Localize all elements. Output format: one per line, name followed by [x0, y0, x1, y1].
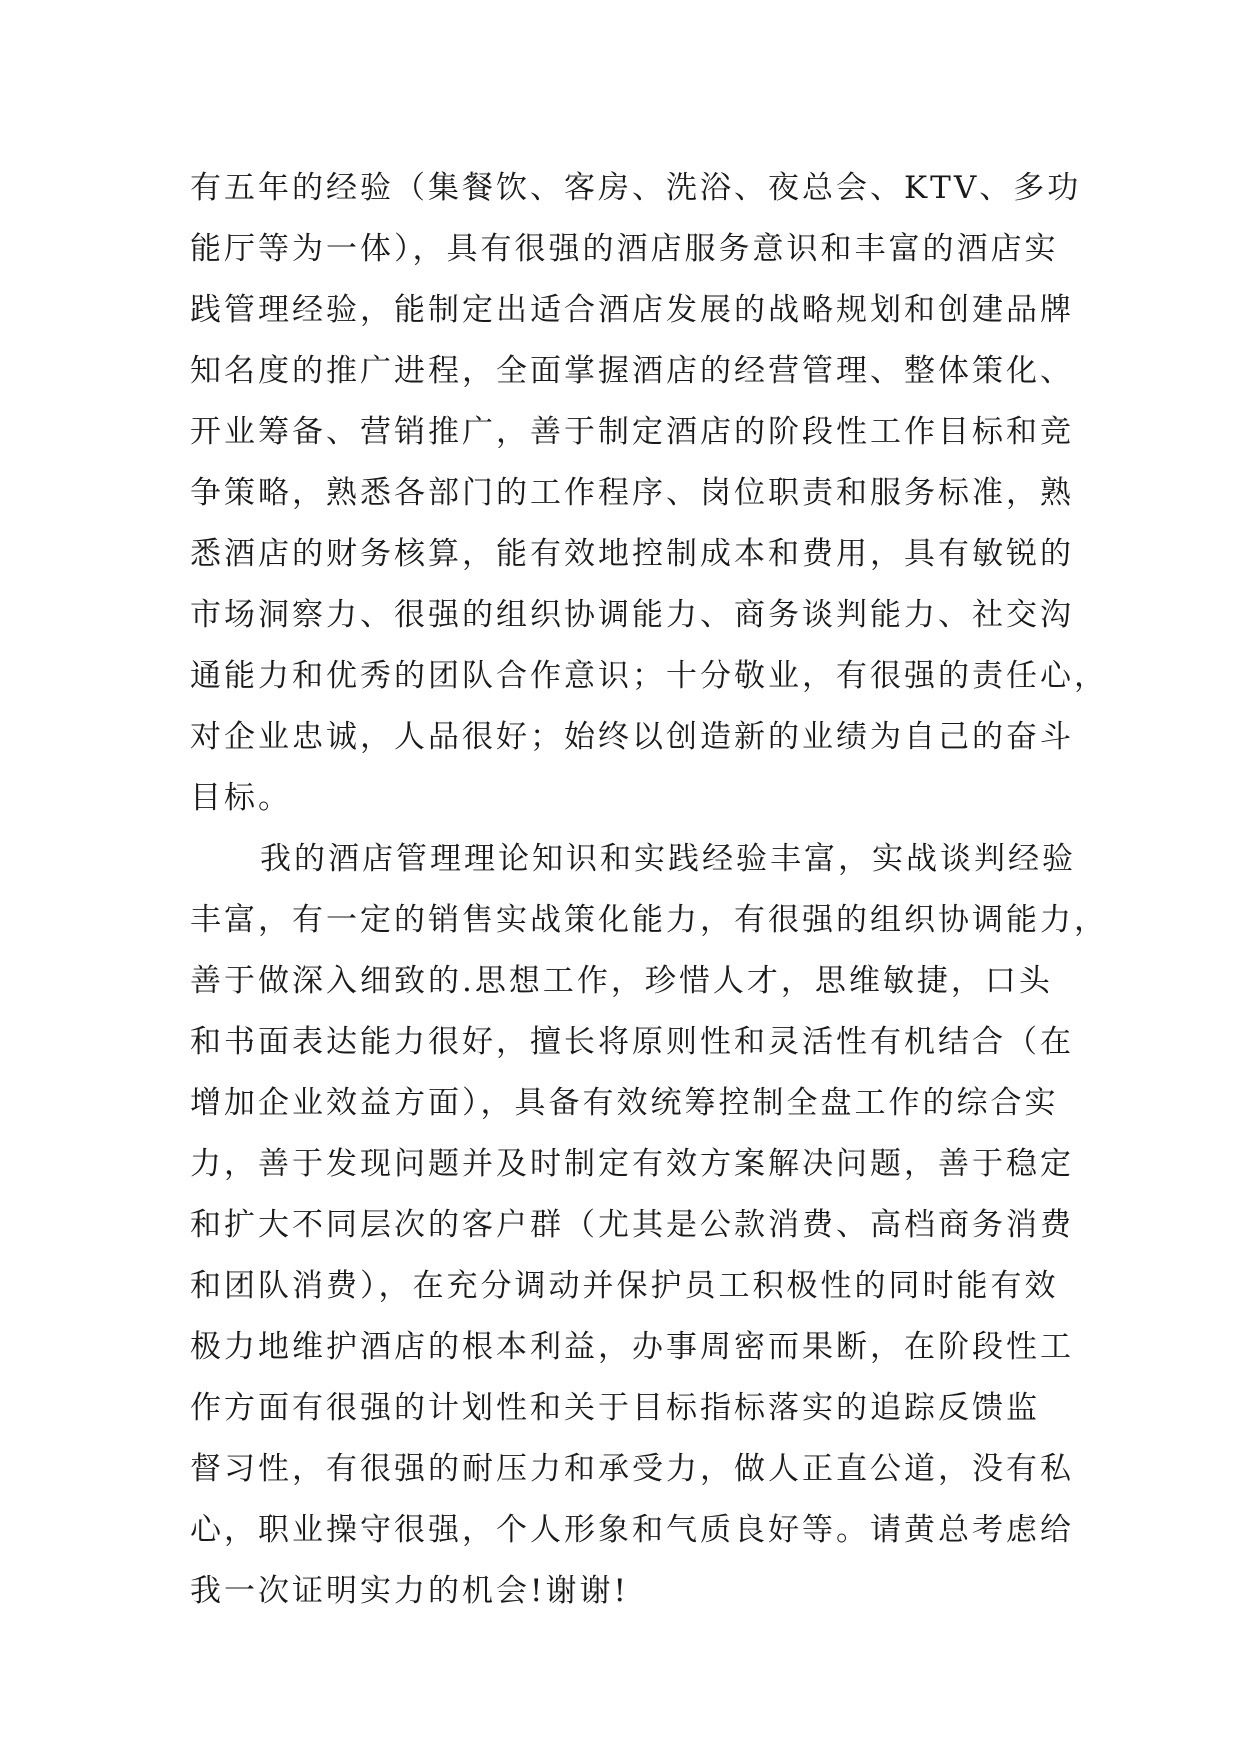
text-line: 我一次证明实力的机会!谢谢!: [190, 1573, 629, 1609]
text-line: 心，职业操守很强，个人形象和气质良好等。请黄总考虑给: [190, 1512, 1074, 1548]
text-line: 作方面有很强的计划性和关于目标指标落实的追踪反馈监: [190, 1390, 1040, 1426]
text-line: 善于做深入细致的.思想工作，珍惜人才，思维敏捷，口头: [190, 963, 1053, 999]
text-line: 丰富，有一定的销售实战策化能力，有很强的组织协调能力，: [190, 902, 1108, 938]
text-line: 开业筹备、营销推广，善于制定酒店的阶段性工作目标和竞: [190, 414, 1074, 450]
text-line: 能厅等为一体），具有很强的酒店服务意识和丰富的酒店实: [190, 231, 1059, 267]
text-line: 有五年的经验（集餐饮、客房、洗浴、夜总会、KTV、多功: [190, 170, 1082, 206]
text-line: 通能力和优秀的团队合作意识；十分敬业，有很强的责任心，: [190, 658, 1108, 694]
text-line: 我的酒店管理理论知识和实践经验丰富，实战谈判经验: [260, 841, 1076, 877]
text-line: 增加企业效益方面），具备有效统筹控制全盘工作的综合实: [190, 1085, 1059, 1121]
text-line: 力，善于发现问题并及时制定有效方案解决问题，善于稳定: [190, 1146, 1074, 1182]
text-line: 市场洞察力、很强的组织协调能力、商务谈判能力、社交沟: [190, 597, 1074, 633]
paragraph-qualifications: [190, 829, 1108, 1622]
paragraph-experience: [190, 158, 1108, 829]
text-line: 悉酒店的财务核算，能有效地控制成本和费用，具有敏锐的: [190, 536, 1074, 572]
text-line: 对企业忠诚，人品很好；始终以创造新的业绩为自己的奋斗: [190, 719, 1074, 755]
text-line: 争策略，熟悉各部门的工作程序、岗位职责和服务标准，熟: [190, 475, 1074, 511]
document-body: [190, 158, 1108, 1622]
text-line: 极力地维护酒店的根本利益，办事周密而果断，在阶段性工: [190, 1329, 1074, 1365]
text-line: 和扩大不同层次的客户群（尤其是公款消费、高档商务消费: [190, 1207, 1074, 1243]
text-line: 和团队消费），在充分调动并保护员工积极性的同时能有效: [190, 1268, 1059, 1304]
text-line: 督习性，有很强的耐压力和承受力，做人正直公道，没有私: [190, 1451, 1074, 1487]
text-line: 知名度的推广进程，全面掌握酒店的经营管理、整体策化、: [190, 353, 1074, 389]
text-line: 目标。: [190, 780, 292, 816]
text-line: 和书面表达能力很好，擅长将原则性和灵活性有机结合（在: [190, 1024, 1074, 1060]
text-line: 践管理经验，能制定出适合酒店发展的战略规划和创建品牌: [190, 292, 1074, 328]
